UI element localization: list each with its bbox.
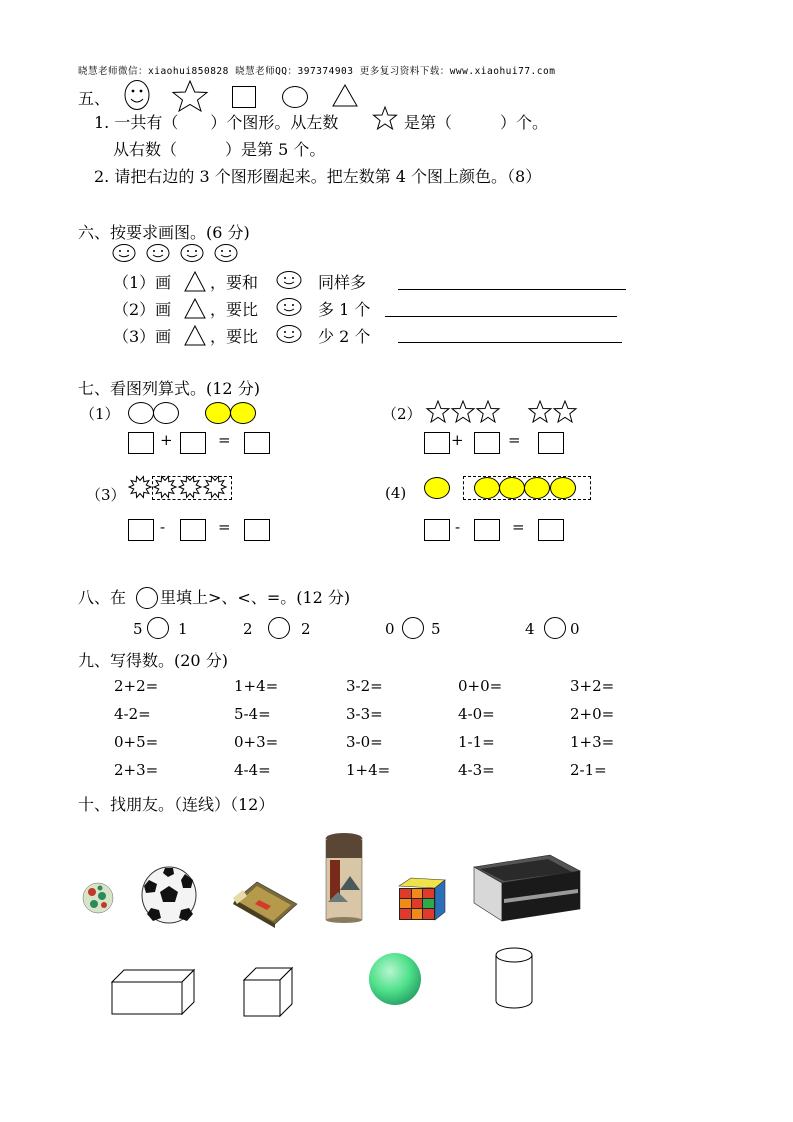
smiley-face-icon [124,80,154,112]
calc-item: 0+3= [234,733,279,751]
section6-row1-c: 同样多 [318,273,367,292]
calc-item: 3-2= [346,677,383,695]
section6-row3-c: 少 2 个 [318,327,371,346]
section5-q1-part-a: 1. 一共有（ ）个图形。从左数 [94,113,339,132]
equals-sign: = [508,431,521,449]
answer-box[interactable] [474,519,500,541]
triangle-icon [184,271,208,293]
problem-1-label: （1） [80,405,120,423]
smiley-face-icon [214,243,242,265]
answer-box[interactable] [244,432,270,454]
yellow-circle-shape [205,402,231,424]
sun-icon [203,476,229,500]
yellow-circle-shape [550,477,576,499]
smiley-face-icon [276,270,306,292]
calc-item: 5-4= [234,705,271,723]
equals-sign: = [218,431,231,449]
tea-box-icon[interactable] [229,878,301,928]
compare-right: 2 [301,620,311,638]
triangle-icon [184,325,208,347]
black-box-icon[interactable] [472,853,582,923]
compare-circle[interactable] [268,617,290,639]
circle-shape [128,402,154,424]
smiley-face-icon [276,297,306,319]
answer-box[interactable] [244,519,270,541]
answer-line[interactable] [385,316,617,317]
yellow-circle-shape [424,477,450,499]
calc-item: 1-1= [458,733,495,751]
section5-label: 五、 [78,89,111,108]
plus-sign: + [160,431,173,449]
answer-line[interactable] [398,289,626,290]
answer-box[interactable] [538,432,564,454]
smiley-face-icon [180,243,208,265]
section6-row2-a: （2）画 [113,300,172,319]
section5-q1-line2: 从右数（ ）是第 5 个。 [113,140,326,159]
compare-left: 4 [525,620,535,638]
calc-item: 1+4= [346,761,391,779]
compare-right: 0 [570,620,580,638]
star-icon [372,106,400,132]
calc-item: 2-1= [570,761,607,779]
smiley-face-icon [112,243,140,265]
minus-sign: - [160,518,166,536]
calc-item: 3-3= [346,705,383,723]
circle-shape [282,86,308,108]
circle-shape [136,587,158,609]
section5-q1-part-b: 是第（ ）个。 [404,113,549,132]
calc-item: 2+0= [570,705,615,723]
calc-item: 4-4= [234,761,271,779]
compare-circle[interactable] [147,617,169,639]
yellow-circle-shape [499,477,525,499]
plus-sign: + [451,431,464,449]
yellow-circle-shape [474,477,500,499]
answer-box[interactable] [424,519,450,541]
calc-item: 4-0= [458,705,495,723]
answer-box[interactable] [128,519,154,541]
star-icon [426,400,452,424]
section6-title: 六、按要求画图。(6 分) [78,223,250,242]
answer-box[interactable] [474,432,500,454]
cube-icon[interactable] [242,966,294,1018]
rubiks-cube-icon[interactable] [397,876,447,922]
problem-2-label: （2） [382,405,422,423]
yellow-circle-shape [524,477,550,499]
compare-right: 5 [431,620,441,638]
sun-icon [153,476,179,500]
section6-row1-a: （1）画 [113,273,172,292]
section8-title-a: 八、在 [78,588,127,607]
section6-row2-c: 多 1 个 [318,300,371,319]
triangle-icon [184,298,208,320]
star-icon [528,400,554,424]
compare-right: 1 [178,620,188,638]
soccer-ball-icon[interactable] [141,866,197,924]
cuboid-icon[interactable] [110,968,196,1016]
star-icon [476,400,502,424]
minus-sign: - [455,518,461,536]
tea-can-icon[interactable] [324,830,364,924]
answer-box[interactable] [180,432,206,454]
smiley-face-icon [146,243,174,265]
sun-icon [128,476,154,500]
compare-left: 0 [385,620,395,638]
calc-item: 4-2= [114,705,151,723]
section9-title: 九、写得数。(20 分) [78,651,228,670]
circle-shape [153,402,179,424]
answer-box[interactable] [424,432,450,454]
cylinder-icon[interactable] [494,946,534,1010]
section6-row3-b: ，要比 [210,327,259,346]
sun-icon [178,476,204,500]
equals-sign: = [512,518,525,536]
calc-item: 1+4= [234,677,279,695]
section5-q2: 2. 请把右边的 3 个图形圈起来。把左数第 4 个图上颜色。（8） [94,167,542,186]
calc-item: 2+3= [114,761,159,779]
equals-sign: = [218,518,231,536]
answer-box[interactable] [180,519,206,541]
page-header: 晓慧老师微信：xiaohui850828 晓慧老师QQ：397374903 更多复习资料下载：www.xiaohui77.com [78,66,556,77]
calc-item: 0+5= [114,733,159,751]
answer-box[interactable] [538,519,564,541]
compare-left: 5 [133,620,143,638]
section6-row2-b: ，要比 [210,300,259,319]
star-icon [553,400,579,424]
compare-circle[interactable] [402,617,424,639]
sphere-icon[interactable] [368,952,424,1008]
section7-title: 七、看图列算式。(12 分) [78,379,260,398]
section6-row3-a: （3）画 [113,327,172,346]
triangle-icon [332,84,360,108]
calc-item: 2+2= [114,677,159,695]
calc-item: 3-0= [346,733,383,751]
compare-circle[interactable] [544,617,566,639]
answer-line[interactable] [398,342,622,343]
smiley-face-icon [276,324,306,346]
problem-4-label: (4) [385,484,407,502]
section8-title-b: 里填上>、<、=。(12 分) [160,588,351,607]
compare-left: 2 [243,620,253,638]
answer-box[interactable] [128,432,154,454]
yellow-circle-shape [230,402,256,424]
calc-item: 3+2= [570,677,615,695]
section10-title: 十、找朋友。（连线）（12） [78,795,275,814]
calc-item: 1+3= [570,733,615,751]
square-shape [232,86,256,108]
problem-3-label: （3） [86,486,126,504]
calc-item: 0+0= [458,677,503,695]
section6-row1-b: ，要和 [210,273,259,292]
star-icon [451,400,477,424]
calc-item: 4-3= [458,761,495,779]
small-ball-icon[interactable] [82,882,114,914]
star-icon [170,80,210,112]
